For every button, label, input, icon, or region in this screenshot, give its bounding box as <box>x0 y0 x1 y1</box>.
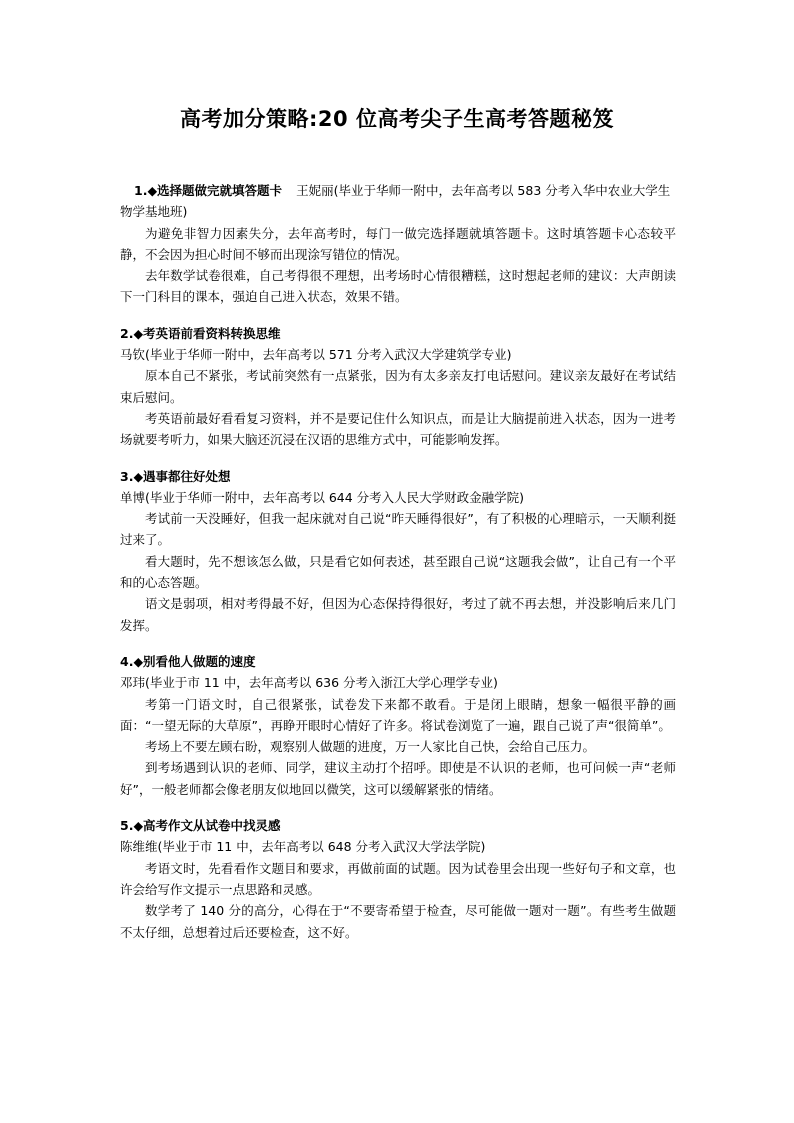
student-info: 王妮丽(毕业于华师一附中，去年高考以 583 分考入华中农业大学生物学基地班) <box>120 183 671 220</box>
section-heading-label: 1.◆选择题做完就填答题卡 <box>134 183 283 198</box>
paragraph: 为避免非智力因素失分，去年高考时，每门一做完选择题就填答题卡。这时填答题卡心态较平静，不会因为担心时间不够而出现涂写错位的情况。 <box>120 225 676 262</box>
section-heading: 3.◆遇事都往好处想 <box>120 468 231 484</box>
section-heading <box>120 180 676 223</box>
paragraph: 语文是弱项，相对考得最不好，但因为心态保持得很好，考过了就不再去想，并没影响后来几门发挥。 <box>120 596 676 633</box>
tip-section-5 <box>120 815 676 943</box>
student-info: 邓玮(毕业于市 11 中，去年高考以 636 分考入浙江大学心理学专业) <box>120 675 498 691</box>
paragraph: 考英语前最好看看复习资料，并不是要记住什么知识点，而是让大脑提前进入状态，因为一进考场就要考听力，如果大脑还沉浸在汉语的思维方式中，可能影响发挥。 <box>120 410 676 448</box>
article-body <box>120 180 676 958</box>
tip-section-3 <box>120 466 676 636</box>
paragraph: 考场上不要左顾右盼，观察别人做题的进度，万一人家比自己快，会给自己压力。 <box>145 739 596 755</box>
paragraph: 到考场遇到认识的老师、同学，建议主动打个招呼。即使是不认识的老师，也可问候一声“老师好”，一般老师都会像老朋友似地回以微笑，这可以缓解紧张的情绪。 <box>120 760 676 797</box>
section-heading: 4.◆别看他人做题的速度 <box>120 653 256 669</box>
tip-section-4 <box>120 651 676 800</box>
student-info: 马钦(毕业于华师一附中，去年高考以 571 分考入武汉大学建筑学专业) <box>120 347 512 363</box>
tip-section-1 <box>120 180 676 308</box>
paragraph: 考语文时，先看看作文题目和要求，再做前面的试题。因为试卷里会出现一些好句子和文章，也许会给写作文提示一点思路和灵感。 <box>120 860 676 897</box>
section-heading: 2.◆考英语前看资料转换思维 <box>120 325 281 341</box>
page-title: 高考加分策略:20 位高考尖子生高考答题秘笈 <box>180 107 614 131</box>
paragraph: 原本自己不紧张，考试前突然有一点紧张，因为有太多亲友打电话慰问。建议亲友最好在考试结束后慰问。 <box>120 368 676 405</box>
paragraph: 考试前一天没睡好，但我一起床就对自己说“昨天睡得很好”，有了积极的心理暗示，一天顺利挺过来了。 <box>120 511 676 548</box>
paragraph: 看大题时，先不想该怎么做，只是看它如何表述，甚至跟自己说“这题我会做”，让自己有一个平和的心态答题。 <box>120 553 676 591</box>
student-info: 单博(毕业于华师一附中，去年高考以 644 分考入人民大学财政金融学院) <box>120 489 525 505</box>
student-info: 陈维维(毕业于市 11 中，去年高考以 648 分考入武汉大学法学院) <box>120 839 486 855</box>
tip-section-2 <box>120 323 676 451</box>
paragraph: 考第一门语文时，自己很紧张，试卷发下来都不敢看。于是闭上眼睛，想象一幅很平静的画面：“一望无际的大草原”，再睁开眼时心情好了许多。将试卷浏览了一遍，跟自己说了声“很简单”。 <box>120 696 676 733</box>
section-heading: 5.◆高考作文从试卷中找灵感 <box>120 818 281 834</box>
paragraph: 去年数学试卷很难，自己考得很不理想，出考场时心情很糟糕，这时想起老师的建议：大声朗读下一门科目的课本，强迫自己进入状态，效果不错。 <box>120 268 676 305</box>
paragraph: 数学考了 140 分的高分，心得在于“不要寄希望于检查，尽可能做一题对一题”。有些考生做题不太仔细，总想着过后还要检查，这不好。 <box>120 903 676 940</box>
